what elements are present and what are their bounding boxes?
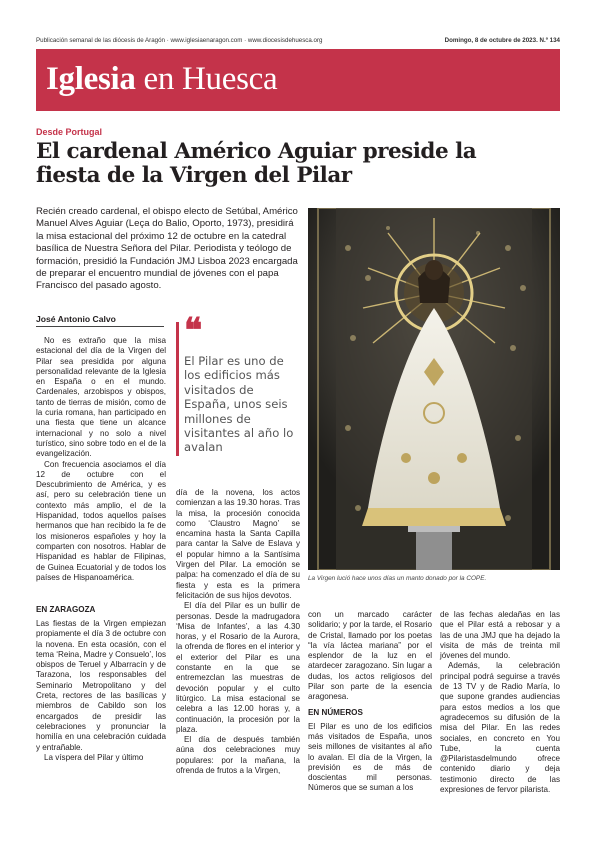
publication-info: Publicación semanal de las diócesis de Aragón · www.iglesiaenaragon.com · www.diocesisdehuesca.org xyxy=(36,37,323,44)
masthead-title xyxy=(46,59,277,98)
publication-bar xyxy=(36,36,560,46)
byline-divider xyxy=(36,326,164,327)
quote-mark-icon: ❝ xyxy=(184,311,203,351)
headline-line-2: fiesta de la Virgen del Pilar xyxy=(36,163,352,188)
lead-paragraph: Recién creado cardenal, el obispo electo de Setúbal, Américo Manuel Alves Aguiar (Leça do Balio, Oporto, 1973), presidirá la misa estacional del próximo 12 de octubre en la catedral basílica de Nuestra Señora del Pilar. Periodista y teólogo de formación, presidió la Fundación JMJ Lisboa 2023 encargada de preparar el encuentro mundial de jóvenes con el papa Francisco del pasado agosto. xyxy=(36,206,298,292)
photo-caption: La Virgen lució hace unos días un manto donado por la COPE. xyxy=(308,575,487,582)
body-column-4 xyxy=(440,610,560,795)
body-paragraph: Además, la celebración principal podrá seguirse a través de 13 TV y de Radio María, lo que supone grandes audiencias para estos medios a los que agradecemos su difusión de la misa del Pilar. En las redes sociales, en concreto en You Tube, la cuenta @Pilaristasdelmundo ofrece contenido diario y deja testimonio directo de las expresiones de fervor pilarista. xyxy=(440,661,560,795)
body-paragraph: El día del Pilar es un bullir de personas. Desde la madrugadora ‘Misa de Infantes’, a las 4.30 horas, y el Rosario de la Aurora, la ofrenda de flores en el interior y el exterior del Pilar es una constante en la que se entremezclan las muestras de devoción popular y el culto litúrgico. La misa estacional se celebra a las 12.00 horas y, a continuación, la procesión por la plaza. xyxy=(176,601,300,734)
body-paragraph: Con frecuencia asociamos el día 12 de octubre con el Descubrimiento de América, y es así, pero su celebración tiene un contexto más amplio, el de la Hispanidad, todos aquellos países hermanos que han recibido la fe de los misioneros españoles y hoy la comparten con nosotros. Hablar de Hispanidad es hablar de Filipinas, de Guinea Ecuatorial y de todos los países de Hispanoamérica. xyxy=(36,459,166,582)
body-paragraph: No es extraño que la misa estacional del día de la Virgen del Pilar sea presidida por alguna personalidad relevante de la Iglesia en España o en el mundo. Cardenales, arzobispos y obispos, tanto de tierras de misión, como de la curia romana, han participado en una fiesta que tiene un alcance internacional y no solo a nivel turístico, sino sobre todo en el de la evangelización. xyxy=(36,336,166,459)
body-paragraph: Las fiestas de la Virgen empiezan propiamente el día 3 de octubre con la novena. En esta ocasión, con el tema ‘Reina, Madre y Consuelo’, los obispos de Teruel y Albarracín y de Tarazona, los responsables del Seminario Metropolitano y del Creta, rectores de las basílicas y miembros de Cabildo son los encargados de presidir las celebraciones y pronunciar la homilía en una celebración cuidada y entrañable. xyxy=(36,619,167,752)
virgin-pilar-photo xyxy=(308,208,560,570)
byline: José Antonio Calvo xyxy=(36,314,116,324)
body-column-1-lower xyxy=(36,600,166,763)
headline-line-1: El cardenal Américo Aguiar preside la xyxy=(36,139,477,164)
body-paragraph: con un marcado carácter solidario; y por la tarde, el Rosario de Cristal, llamado por los poetas “la vía láctea mariana” por el esplendor de la luz en el atardecer zaragozano. Sin lugar a dudas, los actos religiosos del Pilar son parte de la esencia aragonesa. xyxy=(308,610,432,702)
body-column-3 xyxy=(308,610,432,794)
body-paragraph: La víspera del Pilar y último xyxy=(44,752,144,762)
body-paragraph: El día de después también aúna dos celebraciones muy populares: por la mañana, la ofrenda de frutos a la Virgen, xyxy=(176,735,300,776)
photo-illustration xyxy=(308,208,560,570)
body-column-2 xyxy=(176,488,300,776)
body-paragraph: día de la novena, los actos comienzan a las 19.30 horas. Tras la misa, la procesión conocida como ‘Claustro Magno’ se encamina hasta la Santa Capilla para cantar la Salve de Eslava y el popular himno a la Santísima Virgen del Pilar. La emoción se palpa: ha comenzado el día de su fiesta y esta es la primera felicitación de sus hijos devotos. xyxy=(176,488,300,600)
headline xyxy=(36,140,560,188)
section-label: Desde Portugal xyxy=(36,127,103,137)
issue-date: Domingo, 8 de octubre de 2023. N.º 134 xyxy=(444,37,560,44)
body-paragraph: El Pilar es uno de los edificios más visitados de España, unos seis millones de visitantes al año lo avalan. El día de la Virgen, la previsión es de más de doscientas mil personas. Números que se suman a los xyxy=(308,721,432,793)
subheading-numeros: EN NÚMEROS xyxy=(308,707,363,717)
subheading-zaragoza: EN ZARAGOZA xyxy=(36,605,96,614)
pullquote-bar xyxy=(176,322,179,456)
masthead-title-bold: Iglesia xyxy=(46,61,136,97)
pullquote: El Pilar es uno de los edificios más visitados de España, unos seis millones de visitantes al año lo avalan xyxy=(184,354,294,455)
body-column-1 xyxy=(36,336,166,583)
masthead xyxy=(36,49,560,111)
body-paragraph: de las fechas aledañas en las que el Pilar está a rebosar y a las de una JMJ que ha dejado la visita de más de treinta mil jóvenes del mundo. xyxy=(440,610,560,661)
masthead-title-regular: en Huesca xyxy=(135,61,278,97)
